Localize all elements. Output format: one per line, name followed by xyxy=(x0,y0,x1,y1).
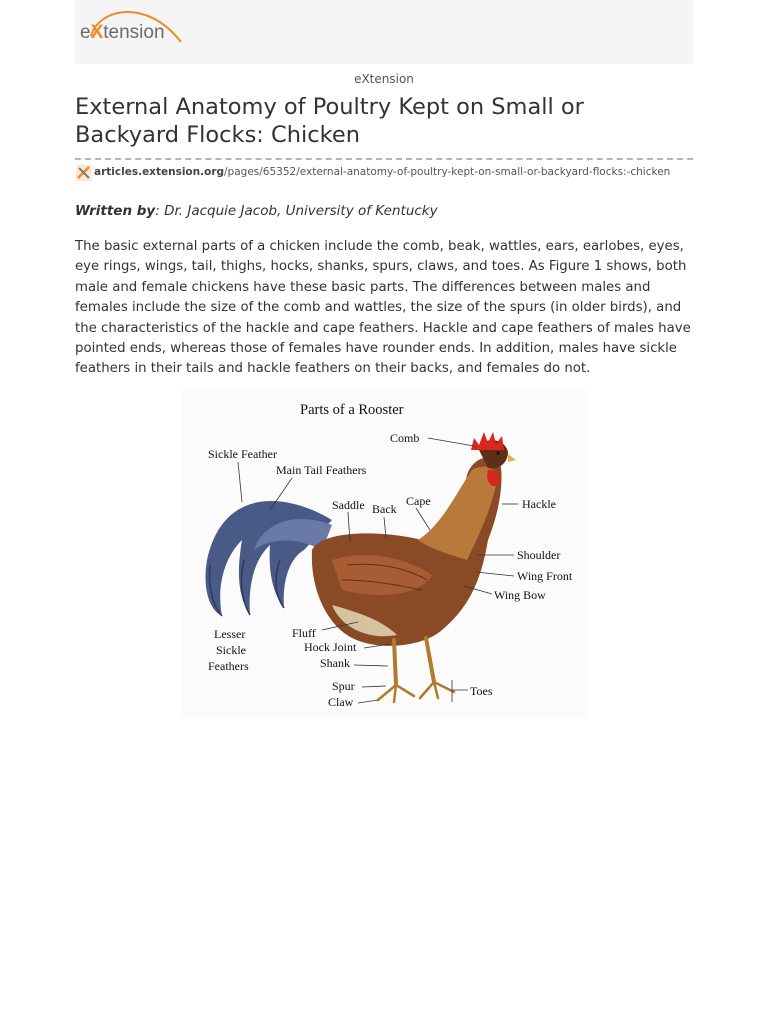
byline-author: : Dr. Jacquie Jacob, University of Kentucky xyxy=(155,203,438,219)
source-domain: articles.extension.org xyxy=(94,166,225,178)
label-fluff: Fluff xyxy=(292,626,316,640)
source-path: /pages/65352/external-anatomy-of-poultry-kept-on-small-or-backyard-flocks:-chicken xyxy=(224,166,671,178)
label-lesser-sickle-1: Lesser xyxy=(214,627,246,641)
rooster-legs xyxy=(378,638,454,702)
label-saddle: Saddle xyxy=(332,498,365,512)
label-spur: Spur xyxy=(332,679,355,693)
label-sickle-feather: Sickle Feather xyxy=(208,447,277,461)
byline xyxy=(75,203,438,219)
svg-text:eXtension: eXtension xyxy=(80,22,165,43)
label-toes: Toes xyxy=(470,684,493,698)
label-lesser-sickle-3: Feathers xyxy=(208,659,249,673)
source-url[interactable] xyxy=(94,166,670,178)
label-comb: Comb xyxy=(390,431,420,445)
label-hackle: Hackle xyxy=(522,497,556,511)
label-main-tail-feathers: Main Tail Feathers xyxy=(276,463,367,477)
article-title: External Anatomy of Poultry Kept on Small or Backyard Flocks: Chicken xyxy=(75,94,584,148)
label-back: Back xyxy=(372,502,397,516)
label-wing-bow: Wing Bow xyxy=(494,588,546,602)
label-shoulder: Shoulder xyxy=(517,548,561,562)
figure-title: Parts of a Rooster xyxy=(300,402,404,418)
extension-logo[interactable] xyxy=(77,2,187,50)
label-claw: Claw xyxy=(328,695,354,709)
rooster-anatomy-figure xyxy=(182,390,588,718)
extension-favicon-icon xyxy=(76,165,92,181)
source-link-row xyxy=(75,158,693,186)
byline-label: Written by xyxy=(75,203,156,219)
rooster-diagram xyxy=(182,390,588,718)
rooster-body xyxy=(312,458,502,646)
label-wing-front: Wing Front xyxy=(517,569,573,583)
label-hock-joint: Hock Joint xyxy=(304,640,357,654)
label-cape: Cape xyxy=(406,494,431,508)
site-header xyxy=(75,0,693,64)
label-shank: Shank xyxy=(320,656,350,670)
label-lesser-sickle-2: Sickle xyxy=(216,643,246,657)
article-paragraph: The basic external parts of a chicken include the comb, beak, wattles, ears, earlobes, eyes, eye rings, wings, tail, thighs, hocks, shanks, spurs, claws, and toes. As Figure 1 shows, both male and female chickens have these basic parts. The differences between males and females include the size of the comb and wattles, the size of the spurs (in older birds), and the characteristics of the hackle and cape feathers. Hackle and cape feathers of males have pointed ends, whereas those of females have rounder ends. In addition, males have sickle feathers in their tails and hackle feathers on their backs, and females do not. xyxy=(75,239,691,377)
site-caption: eXtension xyxy=(354,72,414,86)
